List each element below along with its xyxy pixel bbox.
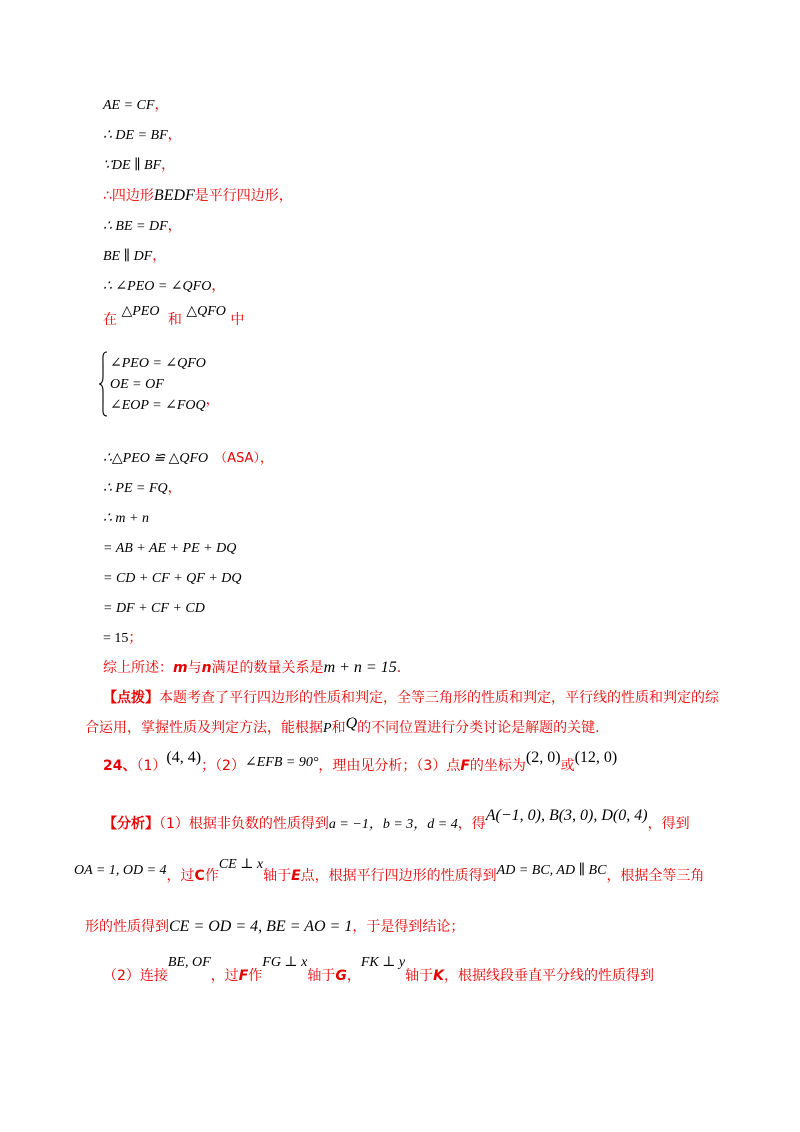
math-expr: AE = CF [103, 98, 155, 113]
proof-line-14 [103, 568, 242, 589]
math-expr: = CD + CF + QF + DQ [103, 571, 242, 586]
proof-line-3: ∵DE ∥ BF， [103, 157, 176, 173]
proof-line-12 [103, 508, 149, 529]
math-expr: ∴ BE = DF [103, 219, 168, 234]
math-expr: ∴ m + n [103, 511, 149, 526]
math-expr: ∴ PE = FQ [103, 481, 168, 496]
analysis-label: 【分析】 [103, 816, 159, 832]
analysis-line-3: 形的性质得到CE = OD = 4, BE = AO = 1，于是得到结论； [85, 918, 465, 935]
proof-line-16: = 15； [103, 630, 143, 646]
math-expr: ∴ ∠PEO = ∠QFO [103, 279, 212, 294]
proof-line-11: ∴ PE = FQ， [103, 480, 182, 496]
proof-line-15 [103, 598, 205, 619]
system-row-2 [110, 374, 164, 395]
proof-line-10: ∴△PEO ≌ △QFO （ASA）， [103, 451, 273, 466]
math-expr: BE ∥ DF [103, 249, 153, 264]
math-expr: m + n = 15 [323, 659, 397, 676]
question-number: 24、 [103, 758, 137, 774]
math-expr: ∴△PEO ≌ △QFO [103, 451, 209, 466]
math-expr: ∠PEO = ∠QFO [110, 356, 206, 371]
proof-line-7: ∴ ∠PEO = ∠QFO， [103, 278, 226, 294]
proof-line-6: BE ∥ DF， [103, 248, 167, 264]
tip-line-1: 【点拨】本题考查了平行四边形的性质和判定，全等三角形的性质和判定，平行线的性质和判定的综 [103, 690, 719, 706]
q24-answer-line: 24、（1）(4, 4)；（2）∠EFB = 90°，理由见分析；（3）点F的坐标为(2, 0)或(12, 0) [103, 749, 618, 774]
math-expr: ∴ DE = BF [103, 128, 168, 143]
math-expr: △PEO [121, 304, 160, 319]
math-expr: = DF + CF + CD [103, 601, 205, 616]
math-expr: ∵DE ∥ BF [103, 158, 162, 173]
proof-line-2: ∴ DE = BF， [103, 127, 182, 143]
tip-label: 【点拨】 [103, 690, 159, 706]
proof-line-8: 在 △PEO 和 △QFO 中 [103, 304, 245, 328]
proof-line-5: ∴ BE = DF， [103, 218, 182, 234]
left-brace [98, 351, 108, 417]
system-row-1 [110, 353, 206, 374]
math-expr: = 15 [103, 631, 129, 646]
math-expr: ∠EOP = ∠FOQ [110, 398, 206, 413]
analysis-line-1: 【分析】（1）根据非负数的性质得到a = −1，b = 3，d = 4，得A(−1, 0), B(3, 0), D(0, 4)，得到 [103, 807, 690, 832]
summary-line: 综上所述：m与n满足的数量关系是m + n = 15. [103, 659, 402, 676]
proof-line-4: ∴四边形BEDF是平行四边形， [103, 187, 293, 204]
system-row-3: ∠EOP = ∠FOQ， [110, 392, 220, 413]
math-expr: △QFO [186, 304, 226, 319]
analysis-line-4: （2）连接BE, OF，过F作FG ⊥ x轴于G，FK ⊥ y轴于K，根据线段垂直平分线的性质得到 [103, 955, 654, 984]
analysis-line-2: OA = 1, OD = 4，过C作CE ⊥ x轴于E点，根据平行四边形的性质得到AD = BC, AD ∥ BC，根据全等三角 [74, 857, 705, 884]
math-expr: BEDF [153, 187, 195, 204]
math-expr: OE = OF [110, 377, 164, 392]
tip-line-2: 合运用，掌握性质及判定方法，能根据P和Q的不同位置进行分类讨论是解题的关键. [85, 715, 600, 736]
proof-line-1: AE = CF， [103, 97, 169, 113]
proof-line-13 [103, 538, 236, 559]
math-expr: = AB + AE + PE + DQ [103, 541, 237, 556]
